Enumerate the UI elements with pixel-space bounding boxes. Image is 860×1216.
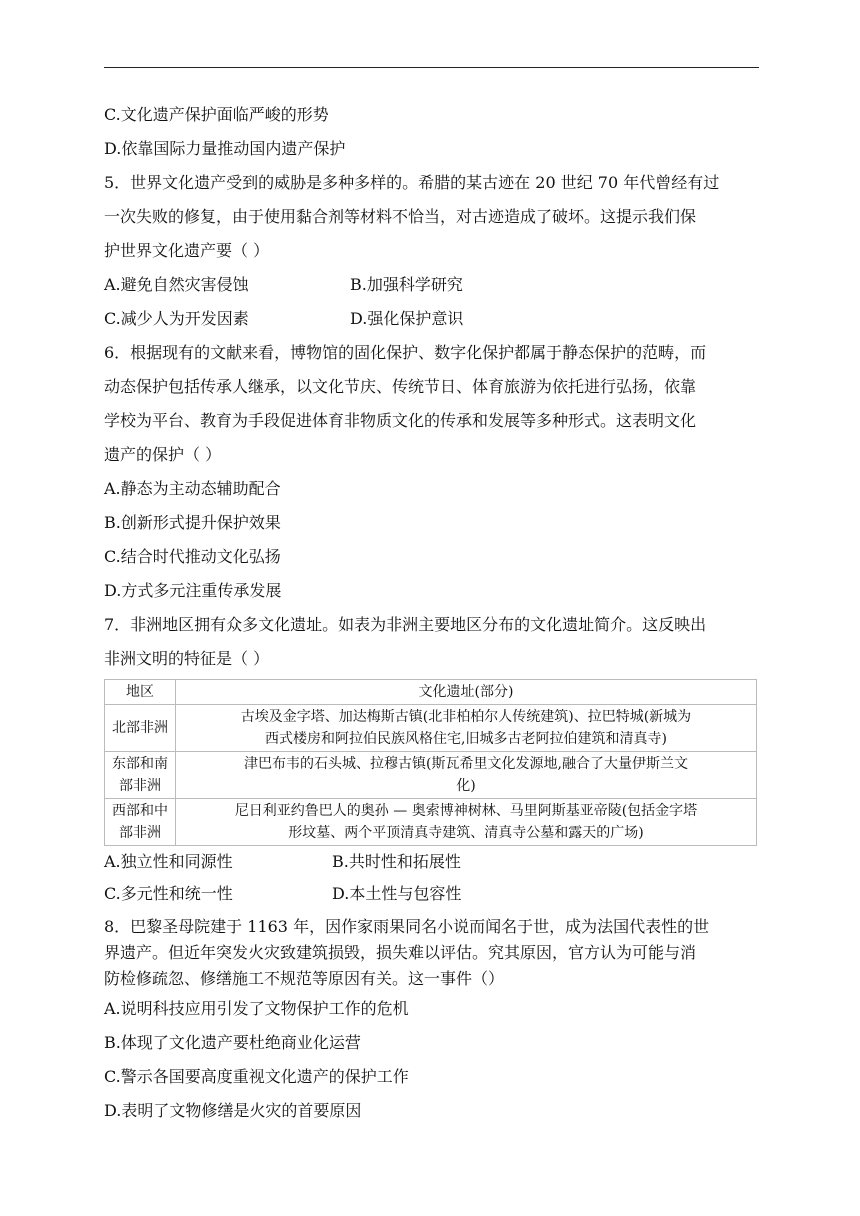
sites-text-line: 尼日利亚约鲁巴人的奥孙 — 奥索博神树林、马里阿斯基亚帝陵(包括金字塔 [234, 803, 698, 819]
q8-option-b: B.体现了文化遗产要杜绝商业化运营 [104, 1033, 361, 1052]
q7-options-row-1 [104, 846, 759, 878]
table-cell-sites [176, 705, 757, 752]
table-row [105, 752, 757, 799]
q6-stem-line: 动态保护包括传承人继承，以文化节庆、传统节日、体育旅游为依托进行弘扬，依靠 [104, 377, 697, 396]
region-text: 东部和南 [112, 756, 168, 772]
q5-option-d: D.强化保护意识 [350, 309, 464, 328]
q5-option-b: B.加强科学研究 [350, 275, 463, 294]
q5-stem-line: 护世界文化遗产要（ ） [104, 241, 270, 260]
q5-stem-line: 一次失败的修复，由于使用黏合剂等材料不恰当，对古迹造成了破坏。这提示我们保 [104, 207, 697, 226]
q8-option-a: A.说明科技应用引发了文物保护工作的危机 [104, 999, 409, 1018]
table-header-region: 地区 [105, 680, 176, 705]
sites-text-line: 形坟墓、两个平顶清真寺建筑、清真寺公墓和露天的广场) [288, 825, 644, 841]
q6-option-b: B.创新形式提升保护效果 [104, 513, 281, 532]
q5-options-row-1 [104, 268, 759, 302]
header-rule [104, 67, 759, 68]
q8-option-d: D.表明了文物修缮是火灾的首要原因 [104, 1101, 362, 1120]
q4-option-d: D.依靠国际力量推动国内遗产保护 [104, 139, 346, 158]
table-cell-region [105, 752, 176, 799]
q8-stem-line: 8．巴黎圣母院建于 1163 年，因作家雨果同名小说而闻名于世，成为法国代表性的世 [104, 917, 710, 936]
table-row [105, 705, 757, 752]
sites-text-line: 西式楼房和阿拉伯民族风格住宅,旧城多古老阿拉伯建筑和清真寺) [265, 731, 667, 747]
q5-stem-line: 5．世界文化遗产受到的威胁是多种多样的。希腊的某古迹在 20 世纪 70 年代曾经有过 [104, 173, 720, 192]
table-cell-sites [176, 799, 757, 846]
q8-stem-line: 界遗产。但近年突发火灾致建筑损毁，损失难以评估。究其原因，官方认为可能与消 [104, 943, 697, 962]
table-cell-region [105, 799, 176, 846]
q7-stem [104, 608, 759, 676]
q8-option-c: C.警示各国要高度重视文化遗产的保护工作 [104, 1067, 409, 1086]
q6-option-c: C.结合时代推动文化弘扬 [104, 547, 281, 566]
region-text: 西部和中 [112, 803, 168, 819]
table-cell-region [105, 705, 176, 752]
q5-option-a: A.避免自然灾害侵蚀 [104, 275, 249, 294]
sites-text-line: 化) [456, 778, 476, 794]
table-header-sites: 文化遗址(部分) [176, 680, 757, 705]
q7-option-d: D.本土性与包容性 [332, 884, 462, 903]
q5-options-row-2 [104, 302, 759, 336]
region-text: 北部非洲 [112, 720, 168, 736]
q7-option-c: C.多元性和统一性 [104, 884, 233, 903]
region-text: 部非洲 [119, 825, 161, 841]
table-header-row [105, 680, 757, 705]
question-content [104, 98, 759, 1128]
region-text: 部非洲 [119, 778, 161, 794]
table-cell-sites [176, 752, 757, 799]
q7-option-b: B.共时性和拓展性 [332, 852, 461, 871]
q8-stem-line: 防检修疏忽、修缮施工不规范等原因有关。这一事件（） [104, 969, 505, 988]
africa-sites-table [104, 679, 757, 846]
q6-option-d: D.方式多元注重传承发展 [104, 581, 282, 600]
q8-stem [104, 914, 759, 992]
q6-stem-line: 遗产的保护（ ） [104, 445, 222, 464]
q6-stem-line: 6．根据现有的文献来看，博物馆的固化保护、数字化保护都属于静态保护的范畴，而 [104, 343, 707, 362]
q7-options-row-2 [104, 878, 759, 910]
q6-stem-line: 学校为平台、教育为手段促进体育非物质文化的传承和发展等多种形式。这表明文化 [104, 411, 697, 430]
q5-stem [104, 166, 759, 268]
sites-text-line: 古埃及金字塔、加达梅斯古镇(北非柏柏尔人传统建筑)、拉巴特城(新城为 [240, 709, 692, 725]
q6-stem [104, 336, 759, 472]
table-row [105, 799, 757, 846]
q6-option-a: A.静态为主动态辅助配合 [104, 479, 281, 498]
q4-option-c: C.文化遗产保护面临严峻的形势 [104, 105, 329, 124]
q5-option-c: C.减少人为开发因素 [104, 309, 249, 328]
q7-option-a: A.独立性和同源性 [104, 852, 233, 871]
q7-stem-line: 7．非洲地区拥有众多文化遗址。如表为非洲主要地区分布的文化遗址简介。这反映出 [104, 615, 707, 634]
sites-text-line: 津巴布韦的石头城、拉穆古镇(斯瓦希里文化发源地,融合了大量伊斯兰文 [244, 756, 688, 772]
q7-stem-line: 非洲文明的特征是（ ） [104, 649, 270, 668]
